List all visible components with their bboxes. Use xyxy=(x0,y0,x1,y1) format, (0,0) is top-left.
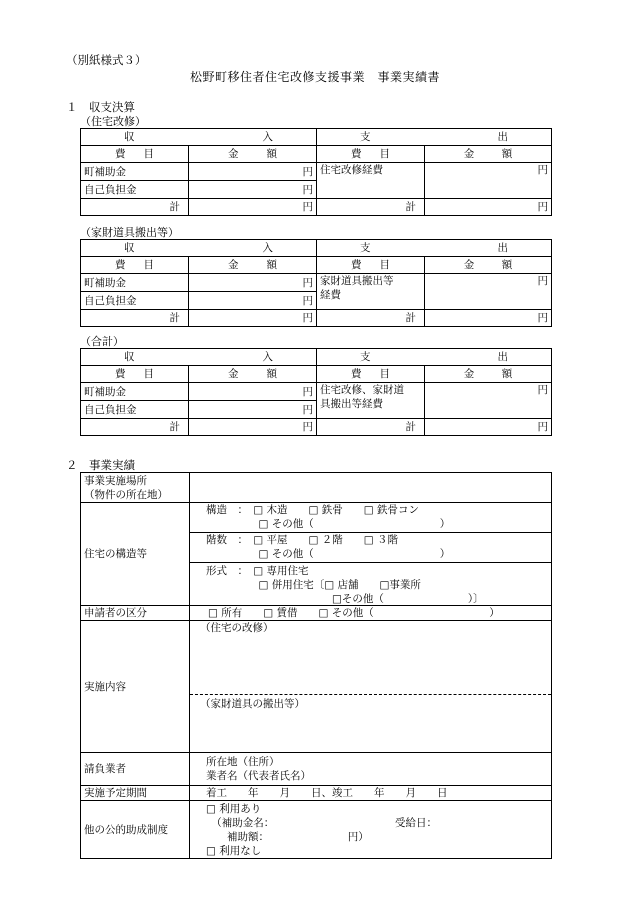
structure-line1: 構造 ： □ 木造 □ 鉄骨 □ 鉄骨コン xyxy=(206,504,420,516)
other-line2: （補助金名： 受給日： xyxy=(206,816,437,829)
income-header: 収 入 xyxy=(81,240,317,257)
income-amount-header: 金 額 xyxy=(189,366,317,383)
income-total-amount[interactable]: 円 xyxy=(189,199,317,216)
expense-item-header: 費 目 xyxy=(317,366,425,383)
form-line1: 形式 ： □ 専用住宅 xyxy=(206,565,309,577)
expense-total-amount[interactable]: 円 xyxy=(425,310,552,327)
form-label: （別紙様式３） xyxy=(66,53,147,67)
expense-amount[interactable]: 円 xyxy=(425,163,552,199)
fin-table-1 xyxy=(80,239,552,327)
floors-line1: 階数 ： □ 平屋 □ ２階 □ ３階 xyxy=(206,534,399,546)
town-subsidy-amount[interactable]: 円 xyxy=(189,163,317,181)
town-subsidy-amount[interactable]: 円 xyxy=(189,383,317,401)
document-title: 松野町移住者住宅改修支援事業 事業実績書 xyxy=(189,70,440,84)
town-subsidy-amount[interactable]: 円 xyxy=(189,274,317,292)
expense-header: 支 出 xyxy=(317,240,552,257)
contractor-label: 請負業者 xyxy=(81,753,190,786)
fin-table-label-0: （住宅改修） xyxy=(80,115,146,128)
content-house: （住宅の改修） xyxy=(200,622,274,634)
contractor-line1: 所在地（住所） xyxy=(206,756,280,768)
income-total-label: 計 xyxy=(81,310,189,327)
other-label: 他の公的助成制度 xyxy=(81,801,190,859)
town-subsidy-label: 町補助金 xyxy=(81,163,189,181)
expense-total-label: 計 xyxy=(317,199,425,216)
expense-item-header: 費 目 xyxy=(317,146,425,163)
expense-total-label: 計 xyxy=(317,310,425,327)
form-line3: □その他（ ）〕 xyxy=(206,593,484,605)
location-value[interactable] xyxy=(190,473,552,503)
other-line4: □ 利用なし xyxy=(206,844,262,857)
town-subsidy-label: 町補助金 xyxy=(81,383,189,401)
location-label: 事業実施場所 （物件の所在地） xyxy=(81,473,190,503)
content-goods: （家財道具の搬出等） xyxy=(200,698,305,710)
contractor-value[interactable] xyxy=(190,753,552,786)
period-value[interactable]: 着工 年 月 日、竣工 年 月 日 xyxy=(190,786,552,801)
contractor-line2: 業者名（代表者氏名） xyxy=(206,770,311,782)
income-item-header: 費 目 xyxy=(81,146,189,163)
expense-amount-header: 金 額 xyxy=(425,257,552,274)
expense-total-amount[interactable]: 円 xyxy=(425,199,552,216)
income-total-amount[interactable]: 円 xyxy=(189,310,317,327)
other-line3: 補助額： 円） xyxy=(206,830,369,843)
expense-header: 支 出 xyxy=(317,349,552,366)
floors-divider xyxy=(190,562,551,563)
other-line1: □ 利用あり xyxy=(206,802,262,815)
self-pay-label: 自己負担金 xyxy=(81,181,189,199)
expense-total-amount[interactable]: 円 xyxy=(425,419,552,436)
fin-table-0 xyxy=(80,128,552,216)
income-item-header: 費 目 xyxy=(81,257,189,274)
period-label: 実施予定期間 xyxy=(81,786,190,801)
expense-amount[interactable]: 円 xyxy=(425,274,552,310)
income-total-label: 計 xyxy=(81,419,189,436)
structure-label: 住宅の構造等 xyxy=(81,503,190,606)
self-pay-amount[interactable]: 円 xyxy=(189,181,317,199)
self-pay-amount[interactable]: 円 xyxy=(189,292,317,310)
income-total-label: 計 xyxy=(81,199,189,216)
applicant-value[interactable]: □ 所有 □ 賃借 □ その他（ ） xyxy=(190,606,552,621)
self-pay-label: 自己負担金 xyxy=(81,401,189,419)
expense-amount-header: 金 額 xyxy=(425,366,552,383)
self-pay-label: 自己負担金 xyxy=(81,292,189,310)
section1-heading: １ 収支決算 xyxy=(66,100,135,114)
fin-table-label-2: （合計） xyxy=(80,335,124,348)
expense-item-header: 費 目 xyxy=(317,257,425,274)
income-header: 収 入 xyxy=(81,349,317,366)
income-amount-header: 金 額 xyxy=(189,146,317,163)
structure-value[interactable] xyxy=(190,503,552,606)
income-item-header: 費 目 xyxy=(81,366,189,383)
content-value[interactable] xyxy=(190,621,552,753)
content-divider xyxy=(190,694,551,695)
floors-line2: □ その他（ ） xyxy=(206,548,451,560)
fin-table-label-1: （家財道具搬出等） xyxy=(80,226,179,239)
expense-item: 住宅改修経費 xyxy=(317,163,425,199)
results-table xyxy=(80,472,552,859)
section2-heading: ２ 事業実績 xyxy=(66,458,135,472)
fin-table-2 xyxy=(80,348,552,436)
income-total-amount[interactable]: 円 xyxy=(189,419,317,436)
town-subsidy-label: 町補助金 xyxy=(81,274,189,292)
expense-header: 支 出 xyxy=(317,129,552,146)
expense-total-label: 計 xyxy=(317,419,425,436)
structure-line2: □ その他（ ） xyxy=(206,518,451,530)
expense-item: 家財道具搬出等 経費 xyxy=(317,274,425,310)
form-line2: □ 併用住宅〔□ 店舗 □事業所 xyxy=(206,579,421,591)
content-label: 実施内容 xyxy=(81,621,190,753)
expense-amount[interactable]: 円 xyxy=(425,383,552,419)
income-amount-header: 金 額 xyxy=(189,257,317,274)
income-header: 収 入 xyxy=(81,129,317,146)
applicant-label: 申請者の区分 xyxy=(81,606,190,621)
self-pay-amount[interactable]: 円 xyxy=(189,401,317,419)
expense-amount-header: 金 額 xyxy=(425,146,552,163)
other-value[interactable] xyxy=(190,801,552,859)
expense-item: 住宅改修、家財道 具搬出等経費 xyxy=(317,383,425,419)
